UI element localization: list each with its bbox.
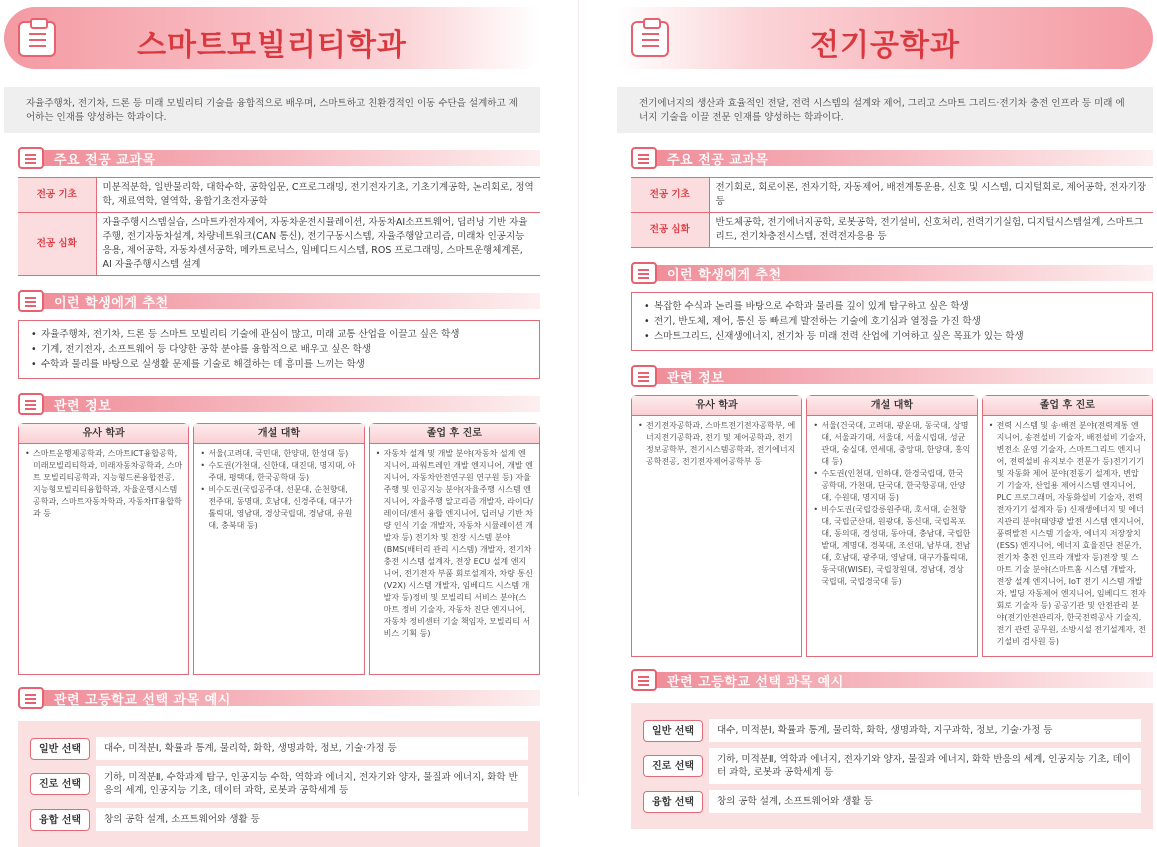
section-title: 관련 정보 [667, 371, 725, 386]
subject-list: 기하, 미적분Ⅱ, 수학과제 탐구, 인공지능 수학, 역학과 에너지, 전자기와 양자, 물질과 에너지, 화학 반응의 세계, 인공지능 기초, 데이터 과학, 로봇과 공학세계 등 [96, 766, 528, 802]
list-item: • 비수도권(국립공주대, 선문대, 순천향대, 전주대, 동명대, 호남대, 신경주대, 대구가톨릭대, 영남대, 경상국립대, 경남대, 유원대, 충북대 등) [200, 484, 357, 532]
section-heading [4, 147, 540, 167]
column-header: 유사 학과 [632, 396, 801, 416]
department-intro: 전기에너지의 생산과 효율적인 전달, 전력 시스템의 설계와 제어, 그리고 스마트 그리드·전기차 충전 인프라 등 미래 에너지 기술을 이끌 전문 인재를 양성하는 학과이다. [617, 87, 1153, 133]
info-column-similar [18, 423, 189, 675]
subject-row [643, 719, 1141, 742]
book-icon [18, 687, 44, 709]
notepad-icon [631, 147, 657, 169]
info-column-university [193, 423, 364, 675]
table-row [18, 178, 540, 213]
section-heading [4, 687, 540, 707]
column-header: 졸업 후 진로 [983, 396, 1152, 416]
section-heading [4, 290, 540, 310]
column-body [194, 444, 363, 674]
major-courses-table [18, 177, 540, 276]
subject-category: 진로 선택 [643, 755, 703, 777]
list-item: • 서울(건국대, 고려대, 광운대, 동국대, 상명대, 서울과기대, 서울대, 서울시립대, 성균관대, 숭실대, 연세대, 중앙대, 한양대, 홍익대 등) [813, 420, 970, 468]
recommend-list [631, 292, 1153, 351]
subject-list: 대수, 미적분Ⅰ, 확률과 통계, 물리학, 화학, 생명과학, 지구과학, 정보, 기술·가정 등 [709, 719, 1141, 742]
column-body [370, 444, 539, 674]
major-courses-table [631, 177, 1153, 248]
row-label: 전공 심화 [18, 213, 96, 276]
column-body [19, 444, 188, 674]
subject-row [643, 748, 1141, 784]
right-page [617, 0, 1153, 808]
section-title: 주요 전공 교과목 [54, 153, 156, 168]
subject-row [643, 790, 1141, 813]
section-heading [617, 669, 1153, 689]
subject-category: 일반 선택 [643, 720, 703, 742]
folder-icon [631, 262, 657, 284]
department-title: 전기공학과 [810, 28, 960, 63]
subject-list: 기하, 미적분Ⅱ, 역학과 에너지, 전자기와 양자, 물질과 에너지, 화학 반응의 세계, 인공지능 기초, 데이터 과학, 로봇과 공학세계 등 [709, 748, 1141, 784]
section-title: 주요 전공 교과목 [667, 153, 769, 168]
column-header: 유사 학과 [19, 424, 188, 444]
row-label: 전공 심화 [631, 213, 709, 248]
section-title: 이런 학생에게 추천 [54, 296, 169, 311]
table-row [631, 178, 1153, 213]
list-item: • 기계, 전기전자, 소프트웨어 등 다양한 공학 분야를 융합적으로 배우고 싶은 학생 [31, 342, 527, 357]
section-title: 관련 정보 [54, 399, 112, 414]
subject-row [30, 766, 528, 802]
title-banner [4, 7, 540, 69]
row-value: 미분적분학, 일반물리학, 대학수학, 공학입문, C프로그래밍, 전기전자기초, 기초기계공학, 논리회로, 정역학, 재료역학, 열역학, 융합기초전자공학 [96, 178, 540, 213]
book-icon [631, 669, 657, 691]
document-icon [18, 393, 44, 415]
list-item: • 스마트운행제공학과, 스마트ICT융합공학, 미래모빌리티학과, 미래자동차공학과, 스마트 모빌리티공학과, 지능형드론융합전공, 지능형모빌리티융합학과, 자율운행시스템공학과, 스마트자동차학과, 자동차IT융합학과 등 [25, 448, 182, 520]
section-title: 관련 고등학교 선택 과목 예시 [667, 675, 844, 690]
info-column-career [369, 423, 540, 675]
list-item: • 전력 시스템 및 송·배전 분야(전력계통 엔지니어, 송전설비 기술자, 배전설비 기술자, 변전소 운영 기술자, 스마트그리드 엔지니어, 전력설비 유지보수 전문가 등)전기기기 및 자동화 제어 분야(전동기 설계자, 변압기 기술자, 산업용 제어시스템 엔지니어, PLC 프로그래머, 자동화설비 기술자, 전력전자기기 설계자 등) 신재생에너지 및 에너지관리 분야(태양광 발전 시스템 엔지니어, 풍력발전 시스템 기술자, 에너지 저장장치(ESS) 엔지니어, 에너지 효율진단 전문가, 전기차 충전 인프라 개발자 등)전장 및 스마트 기술 분야(스마트홈 시스템 개발자, 전장 설계 엔지니어, IoT 전기 시스템 개발자, 빌딩 자동제어 엔지니어, 임베디드 전자회로 기술자 등) 공공기관 및 안전관리 분야(전기안전관리자, 한국전력공사 기술직, 전기 관련 공무원, 소방시설 전기설계자, 전기설비 검사원 등) [989, 420, 1146, 648]
page-gutter [578, 0, 579, 796]
list-item: • 스마트그리드, 신재생에너지, 전기차 등 미래 전력 산업에 기여하고 싶은 목표가 있는 학생 [644, 329, 1140, 344]
subject-list: 대수, 미적분Ⅰ, 확률과 통계, 물리학, 화학, 생명과학, 정보, 기술·가정 등 [96, 737, 528, 760]
subject-list: 창의 공학 설계, 소프트웨어와 생활 등 [709, 790, 1141, 813]
title-banner [617, 7, 1153, 69]
subject-category: 융합 선택 [643, 791, 703, 813]
row-value: 자율주행시스템실습, 스마트카전자제어, 자동차운전시뮬레이션, 자동차AI소프트웨어, 딥러닝 기반 자율주행, 전기자동차설계, 차량네트워크(CAN 통신), 전기구동시스템, 자율주행알고리즘, 미래차 인공지능 응용, 제어공학, 자동차센서공학, 메카트로닉스, 임베디드시스템, ROS 프로그래밍, 스마트운행체계론, AI 자율주행시스템 설계 [96, 213, 540, 276]
list-item: • 비수도권(국립강릉원주대, 호서대, 순천향대, 국립군산대, 원광대, 동신대, 국립목포대, 동의대, 경성대, 동아대, 충남대, 국립한밭대, 계명대, 경북대, 조선대, 남부대, 전남대, 호남대, 광주대, 영남대, 대구가톨릭대, 동국대(WISE), 국립창원대, 경남대, 경상국립대, 국립경국대 등) [813, 504, 970, 588]
list-item: • 전기전자공학과, 스마트전기전자공학부, 에너지전기공학과, 전기 및 제어공학과, 전기정보공학부, 전기시스템공학과, 전기에너지공학전공, 전기전자제어공학부 등 [638, 420, 795, 468]
section-title: 관련 고등학교 선택 과목 예시 [54, 693, 231, 708]
list-item: • 수학과 물리를 바탕으로 실생활 문제를 기술로 해결하는 데 흥미를 느끼는 학생 [31, 357, 527, 372]
column-header: 개설 대학 [807, 396, 976, 416]
left-page [4, 0, 540, 826]
column-header: 졸업 후 진로 [370, 424, 539, 444]
list-item: • 서울(고려대, 국민대, 한양대, 한성대 등) [200, 448, 357, 460]
list-item: • 수도권(가천대, 신한대, 대진대, 명지대, 아주대, 평택대, 한국공학대 등) [200, 460, 357, 484]
department-title: 스마트모빌리티학과 [137, 28, 407, 63]
column-body [807, 416, 976, 656]
info-column-similar [631, 395, 802, 657]
document-icon [631, 365, 657, 387]
section-heading [617, 147, 1153, 167]
subject-list: 창의 공학 설계, 소프트웨어와 생활 등 [96, 808, 528, 831]
folder-icon [18, 290, 44, 312]
subject-row [30, 808, 528, 831]
section-heading [4, 393, 540, 413]
section-heading [617, 365, 1153, 385]
subject-category: 융합 선택 [30, 809, 90, 831]
recommend-list [18, 320, 540, 379]
list-item: • 자동차 설계 및 개발 분야(자동차 설계 엔지니어, 파워트레인 개발 엔지니어, 개발 엔지니어, 자동차안전연구원 연구원 등) 자율주행 및 인공지능 분야(자율주행 시스템 엔지니어, 자율주행 알고리즘 개발자, 라이다/레이더/센서 융합 엔지니어, 딥러닝 기반 차량 인식 기술 개발자, 자동차 시뮬레이션 개발자 등) 전기차 및 전장 시스템 분야(BMS(배터리 관리 시스템) 개발자, 전기차 충전 시스템 설계자, 전장 ECU 설계 엔지니어, 전기전자 부품 회로설계자, 차량 통신(V2X) 시스템 개발자, 임베디드 시스템 개발자 등)정비 및 모빌리티 서비스 분야(스마트 정비 기술자, 자동차 진단 엔지니어, 자동차 정비센터 기술 책임자, 모빌리티 서비스 기획 등) [376, 448, 533, 640]
table-row [18, 213, 540, 276]
subject-category: 일반 선택 [30, 738, 90, 760]
subject-row [30, 737, 528, 760]
row-label: 전공 기초 [631, 178, 709, 213]
list-item: • 복잡한 수식과 논리를 바탕으로 수학과 물리를 깊이 있게 탐구하고 싶은 학생 [644, 299, 1140, 314]
highschool-subjects [18, 721, 540, 847]
table-row [631, 213, 1153, 248]
list-item: • 수도권(인천대, 인하대, 한경국립대, 한국공학대, 가천대, 단국대, 한국항공대, 안양대, 수원대, 명지대 등) [813, 468, 970, 504]
row-label: 전공 기초 [18, 178, 96, 213]
row-value: 전기회로, 회로이론, 전자기학, 자동제어, 배전계통운용, 신호 및 시스템, 디지털회로, 제어공학, 전자기장 등 [709, 178, 1153, 213]
column-header: 개설 대학 [194, 424, 363, 444]
subject-category: 진로 선택 [30, 773, 90, 795]
column-body [983, 416, 1152, 656]
section-heading [617, 262, 1153, 282]
section-title: 이런 학생에게 추천 [667, 268, 782, 283]
notepad-icon [18, 147, 44, 169]
list-item: • 자율주행차, 전기차, 드론 등 스마트 모빌리티 기술에 관심이 많고, 미래 교통 산업을 이끌고 싶은 학생 [31, 327, 527, 342]
related-info [631, 395, 1153, 657]
info-column-university [806, 395, 977, 657]
department-intro: 자율주행차, 전기차, 드론 등 미래 모빌리티 기술을 융합적으로 배우며, 스마트하고 친환경적인 이동 수단을 설계하고 제어하는 인재를 양성하는 학과이다. [4, 87, 540, 133]
highschool-subjects [631, 703, 1153, 829]
related-info [18, 423, 540, 675]
list-item: • 전기, 반도체, 제어, 통신 등 빠르게 발전하는 기술에 호기심과 열정을 가진 학생 [644, 314, 1140, 329]
column-body [632, 416, 801, 656]
info-column-career [982, 395, 1153, 657]
row-value: 반도체공학, 전기에너지공학, 로봇공학, 전기설비, 신호처리, 전력기기실험, 디지털시스템설계, 스마트그리드, 전기차충전시스템, 전력전자응용 등 [709, 213, 1153, 248]
